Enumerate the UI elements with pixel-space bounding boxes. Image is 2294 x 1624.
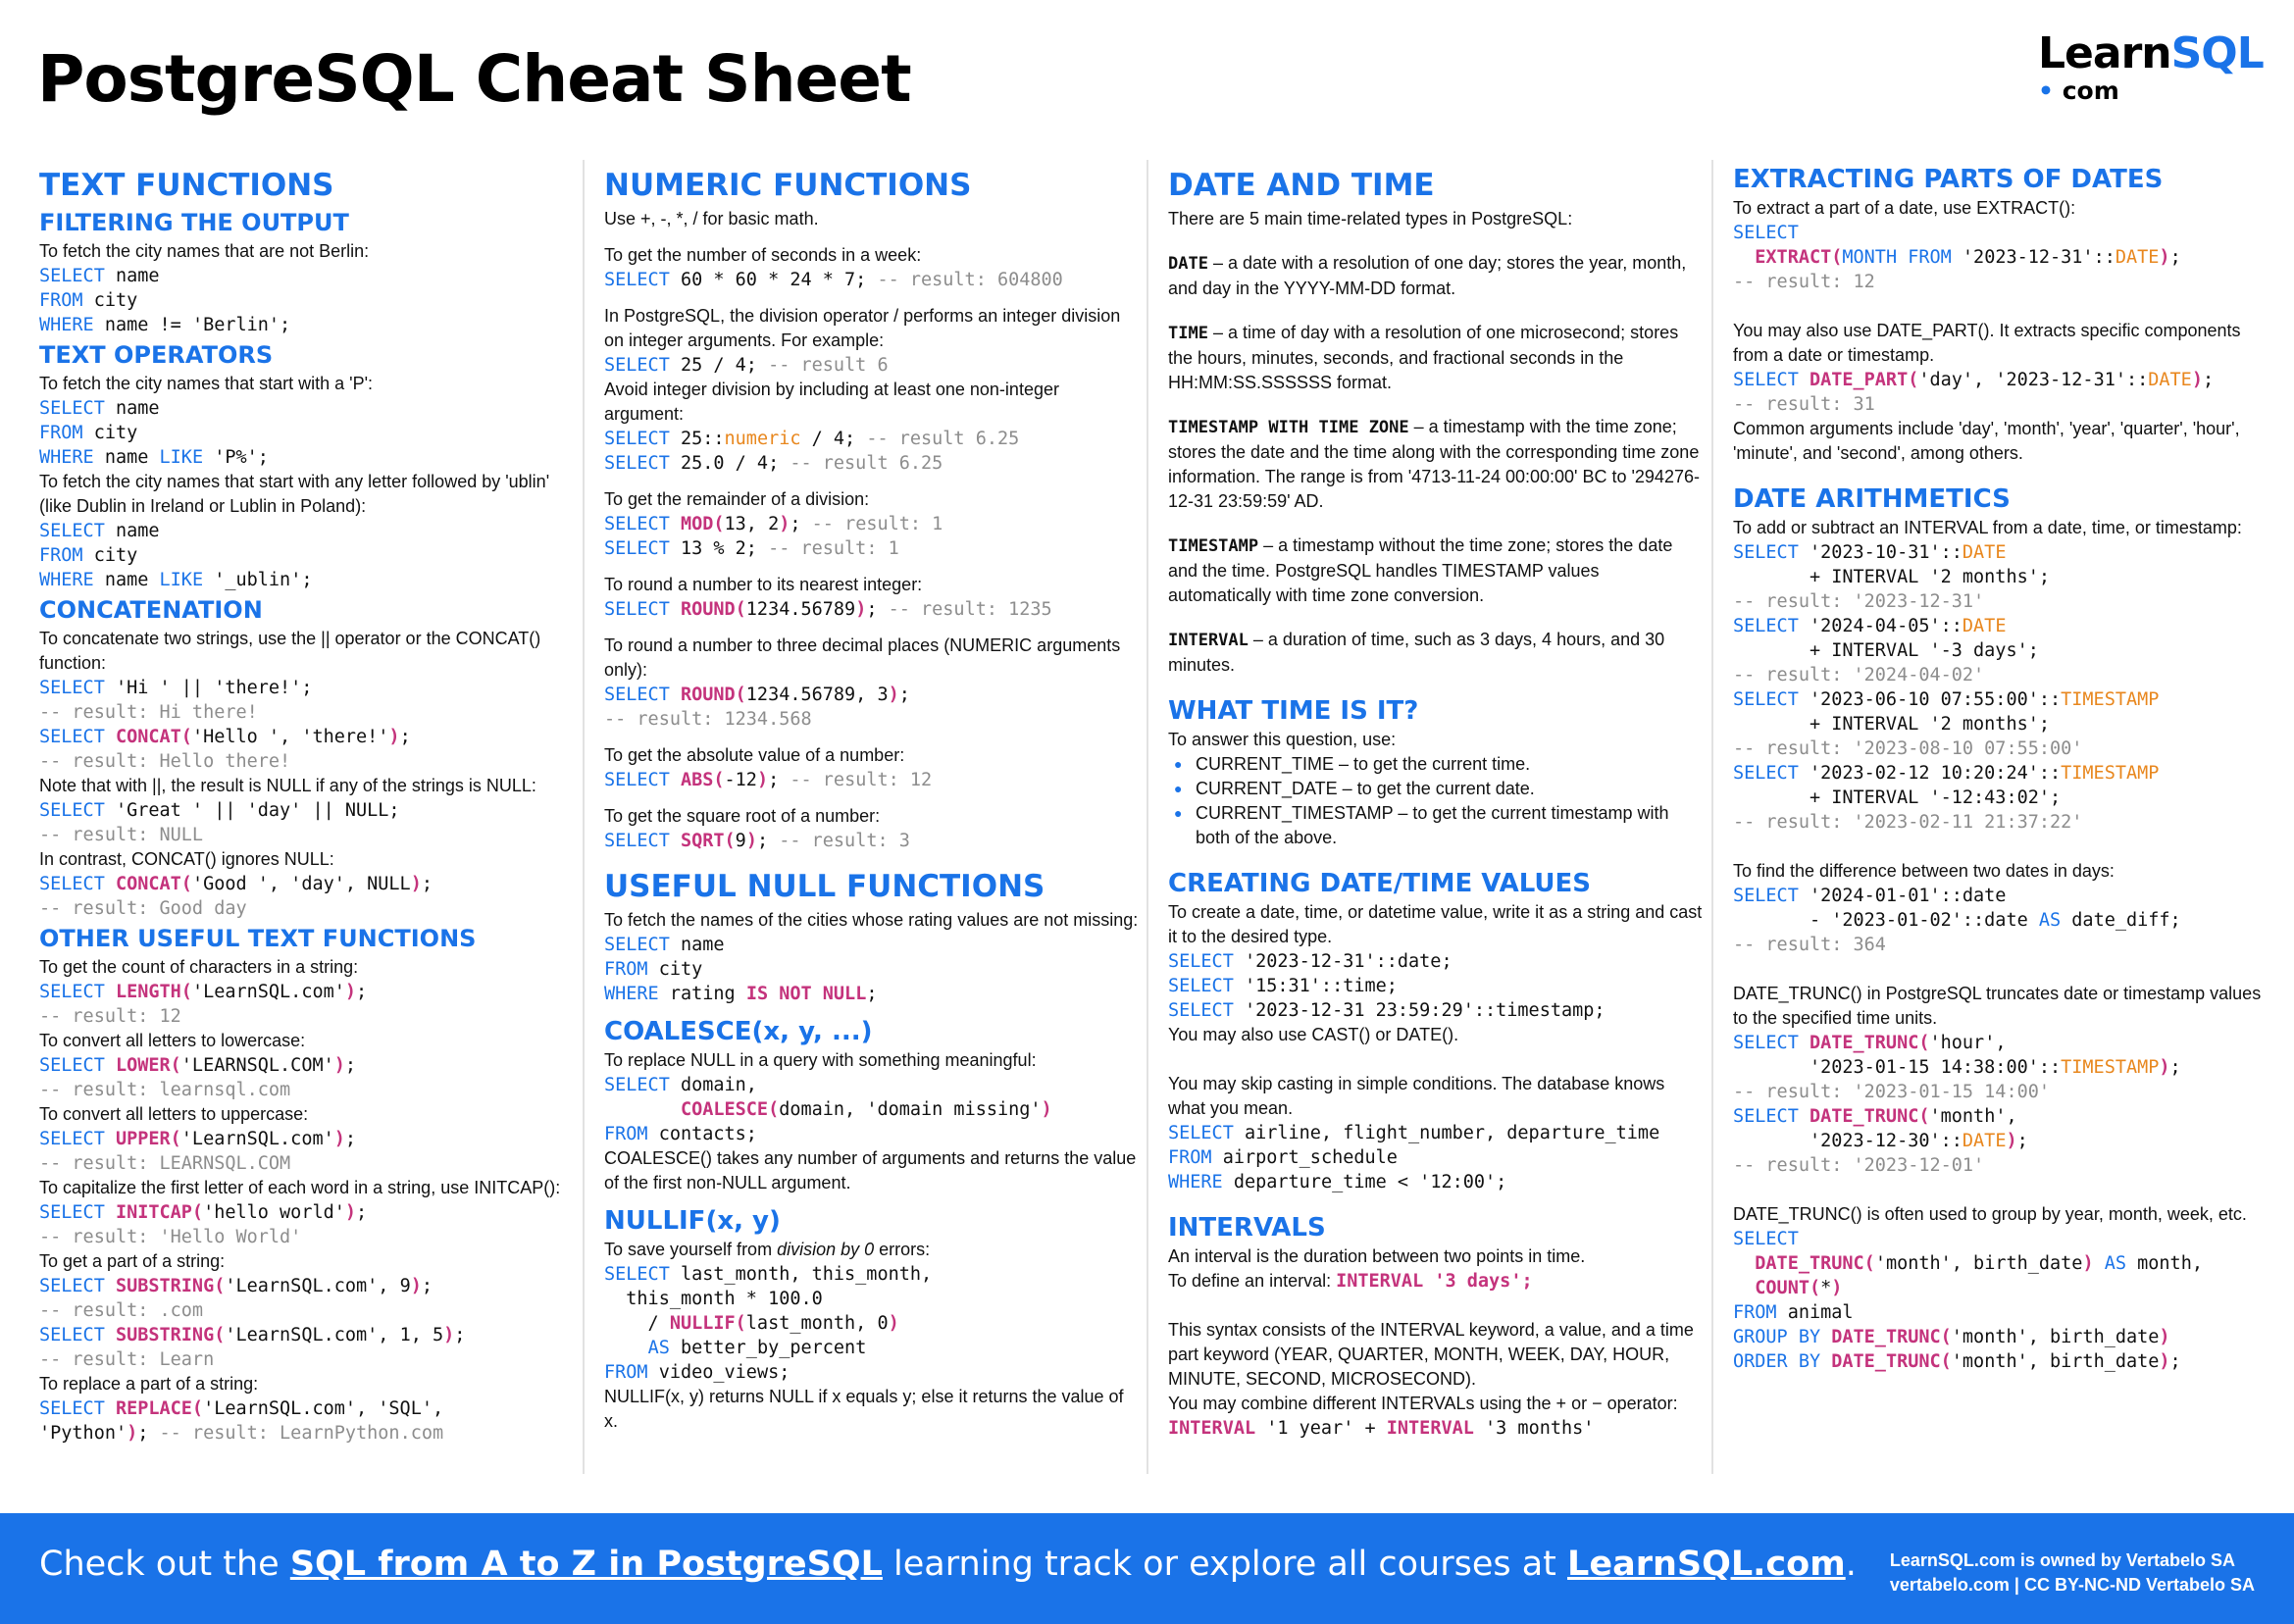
code-block: INTERVAL '1 year' + INTERVAL '3 months'	[1168, 1418, 1595, 1439]
subheading-nullif: NULLIF(x, y)	[604, 1206, 781, 1236]
description: To answer this question, use:	[1168, 730, 1397, 749]
description: To define an interval: INTERVAL '3 days';	[1168, 1271, 1533, 1292]
type-description-interval: INTERVAL – a duration of time, such as 3 days, 4 hours, and 30 minutes.	[1168, 630, 1665, 675]
description: Common arguments include 'day', 'month', 'year', 'quarter', 'hour', 'minute', and 'second', among others.	[1733, 419, 2240, 463]
section-heading-null-functions: USEFUL NULL FUNCTIONS	[604, 869, 1045, 904]
description: To fetch the city names that start with a 'P':	[39, 374, 374, 393]
code-block: SELECT name FROM city WHERE rating IS NOT NULL;	[604, 935, 878, 1004]
bullet-list	[1168, 752, 1703, 850]
description: There are 5 main time-related types in PostgreSQL:	[1168, 209, 1573, 228]
description: DATE_TRUNC() in PostgreSQL truncates date or timestamp values to the specified time units.	[1733, 984, 2262, 1028]
license-line: vertabelo.com | CC BY-NC-ND Vertabelo SA	[1889, 1575, 2255, 1595]
description: To get a part of a string:	[39, 1251, 226, 1271]
description: In PostgreSQL, the division operator / performs an integer division on integer arguments. For example:	[604, 306, 1121, 350]
column-divider	[1711, 160, 1713, 1474]
description: NULLIF(x, y) returns NULL if x equals y; else it returns the value of x.	[604, 1387, 1124, 1431]
learnsql-link[interactable]: LearnSQL.com	[1567, 1545, 1846, 1584]
code-block: SELECT name FROM city WHERE name != 'Berlin';	[39, 266, 291, 335]
logo-learn: Learn	[2038, 28, 2171, 78]
code-block: SELECT INITCAP('hello world'); -- result: 'Hello World'	[39, 1202, 368, 1247]
list-item: ● CURRENT_TIMESTAMP – to get the current timestamp with both of the above.	[1196, 801, 1703, 850]
section-heading-text-functions: TEXT FUNCTIONS	[39, 168, 334, 203]
subheading-what-time: WHAT TIME IS IT?	[1168, 696, 1419, 726]
code-block: SELECT last_month, this_month, this_month * 100.0 / NULLIF(last_month, 0) AS better_by_percent FROM video_views;	[604, 1264, 933, 1383]
code-block: SELECT DATE_TRUNC('hour', '2023-01-15 14:38:00'::TIMESTAMP); -- result: '2023-01-15 14:00' SELECT DATE_TRUNC('month', '2023-12-30'::DATE); -- result: '2023-12-01'	[1733, 1033, 2181, 1176]
description: You may combine different INTERVALs using the + or − operator:	[1168, 1394, 1678, 1413]
description: You may also use CAST() or DATE().	[1168, 1025, 1459, 1044]
type-description-date: DATE – a date with a resolution of one day; stores the year, month, and day in the YYYY-MM-DD format.	[1168, 253, 1687, 298]
code-block: SELECT SQRT(9); -- result: 3	[604, 831, 910, 851]
description: To extract a part of a date, use EXTRACT():	[1733, 198, 2076, 218]
subheading-intervals: INTERVALS	[1168, 1213, 1326, 1243]
code-block: SELECT DATE_PART('day', '2023-12-31'::DATE); -- result: 31	[1733, 370, 2215, 415]
page-title: PostgreSQL Cheat Sheet	[37, 41, 911, 117]
subheading-other-text-functions: OTHER USEFUL TEXT FUNCTIONS	[39, 925, 477, 952]
description: To convert all letters to uppercase:	[39, 1104, 309, 1124]
learnsql-logo[interactable]	[2038, 29, 2264, 108]
description: To find the difference between two dates in days:	[1733, 861, 2115, 881]
code-block: SELECT name FROM city WHERE name LIKE 'P%';	[39, 398, 269, 468]
column-divider	[583, 160, 585, 1474]
column-divider	[1147, 160, 1148, 1474]
list-item: ● CURRENT_TIME – to get the current time.	[1196, 752, 1703, 777]
logo-com: com	[2062, 76, 2119, 105]
code-block: SELECT REPLACE('LearnSQL.com', 'SQL', 'Python'); -- result: LearnPython.com	[39, 1398, 444, 1444]
description: To get the remainder of a division:	[604, 489, 870, 509]
list-item: ● CURRENT_DATE – to get the current date.	[1196, 777, 1703, 801]
code-block: SELECT EXTRACT(MONTH FROM '2023-12-31'::DATE); -- result: 12	[1733, 223, 2181, 292]
description: To get the absolute value of a number:	[604, 745, 905, 765]
description: An interval is the duration between two points in time.	[1168, 1246, 1586, 1266]
column-numeric-null	[604, 160, 1139, 1434]
subheading-creating-values: CREATING DATE/TIME VALUES	[1168, 869, 1592, 898]
footer-ownership	[1890, 1548, 2255, 1598]
description: You may skip casting in simple conditions. The database knows what you mean.	[1168, 1074, 1665, 1118]
code-block: SELECT ABS(-12); -- result: 12	[604, 770, 933, 790]
footer-message: Check out the SQL from A to Z in PostgreSQL learning track or explore all courses at LearnSQL.com.	[39, 1545, 1857, 1584]
code-block: SELECT airline, flight_number, departure_time FROM airport_schedule WHERE departure_time < '12:00';	[1168, 1123, 1660, 1193]
logo-dot: •	[2038, 76, 2054, 105]
description: This syntax consists of the INTERVAL keyword, a value, and a time part keyword (YEAR, QUARTER, MONTH, WEEK, DAY, HOUR, MINUTE, SECOND, MICROSECOND).	[1168, 1320, 1694, 1389]
type-description-time: TIME – a time of day with a resolution of one microsecond; stores the hours, minutes, seconds, and fractional seconds in the HH:MM:SS.SSSSSS format.	[1168, 323, 1679, 392]
code-block: SELECT ROUND(1234.56789); -- result: 1235	[604, 599, 1052, 620]
subheading-date-arithmetics: DATE ARITHMETICS	[1733, 484, 2011, 514]
footer-banner	[0, 1513, 2294, 1624]
description: To get the number of seconds in a week:	[604, 245, 922, 265]
code-block: SELECT CONCAT('Good ', 'day', NULL); -- result: Good day	[39, 874, 433, 919]
description: DATE_TRUNC() is often used to group by year, month, week, etc.	[1733, 1204, 2247, 1224]
description: To add or subtract an INTERVAL from a date, time, or timestamp:	[1733, 518, 2242, 537]
code-block: SELECT 25 / 4; -- result 6	[604, 355, 889, 376]
type-description-timestamp: TIMESTAMP – a timestamp without the time zone; stores the date and the time. PostgreSQL handles TIMESTAMP values automatically with time zone conversion.	[1168, 535, 1673, 605]
description: Note that with ||, the result is NULL if any of the strings is NULL:	[39, 776, 536, 795]
code-block: SELECT UPPER('LearnSQL.com'); -- result: LEARNSQL.COM	[39, 1129, 357, 1174]
description: You may also use DATE_PART(). It extracts specific components from a date or timestamp.	[1733, 321, 2241, 365]
code-block: SELECT 'Great ' || 'day' || NULL; -- result: NULL	[39, 800, 400, 845]
code-block: SELECT 60 * 60 * 24 * 7; -- result: 604800	[604, 270, 1063, 290]
description: To round a number to its nearest integer:	[604, 575, 923, 594]
type-description-timestamptz: TIMESTAMP WITH TIME ZONE – a timestamp with the time zone; stores the date and the time along with the corresponding time zone information. The range is from '4713-11-24 00:00:00' BC to '294276-12-31 23:59:59' AD.	[1168, 417, 1700, 511]
description: To save yourself from division by 0 errors:	[604, 1240, 931, 1259]
logo-sql: SQL	[2170, 28, 2264, 78]
code-block: SELECT DATE_TRUNC('month', birth_date) AS month, COUNT(*) FROM animal GROUP BY DATE_TRUNC('month', birth_date) ORDER BY DATE_TRUNC('month', birth_date);	[1733, 1229, 2203, 1372]
subheading-extracting: EXTRACTING PARTS OF DATES	[1733, 165, 2164, 194]
description: To fetch the city names that are not Berlin:	[39, 241, 370, 261]
subheading-text-operators: TEXT OPERATORS	[39, 341, 274, 369]
code-block: SELECT '2023-10-31'::DATE + INTERVAL '2 months'; -- result: '2023-12-31' SELECT '2024-04-05'::DATE + INTERVAL '-3 days'; -- result: '2024-04-02' SELECT '2023-06-10 07:55:00'::TIMESTAMP + INTERVAL '2 months'; -- result: '2023-08-10 07:55:00' SELECT '2023-02-12 10:20:24'::TIMESTAMP + INTERVAL '-12:43:02'; -- result: '2023-02-11 21:37:22'	[1733, 542, 2160, 833]
description: To replace NULL in a query with something meaningful:	[604, 1050, 1037, 1070]
code-block: SELECT name FROM city WHERE name LIKE '_ublin';	[39, 521, 313, 590]
description: To fetch the names of the cities whose rating values are not missing:	[604, 910, 1139, 930]
description: To concatenate two strings, use the || operator or the CONCAT() function:	[39, 629, 541, 673]
column-date-time	[1168, 160, 1703, 1441]
description: To replace a part of a string:	[39, 1374, 259, 1394]
code-block: SELECT 25::numeric / 4; -- result 6.25 SELECT 25.0 / 4; -- result 6.25	[604, 429, 1020, 474]
code-block: SELECT '2024-01-01'::date - '2023-01-02'::date AS date_diff; -- result: 364	[1733, 886, 2181, 955]
description: COALESCE() takes any number of arguments and returns the value of the first non-NULL argument.	[604, 1148, 1137, 1193]
section-heading-date-time: DATE AND TIME	[1168, 168, 1435, 203]
code-block: SELECT SUBSTRING('LearnSQL.com', 9); -- result: .com SELECT SUBSTRING('LearnSQL.com', 1, 5); -- result: Learn	[39, 1276, 466, 1370]
code-block: SELECT 'Hi ' || 'there!'; -- result: Hi there! SELECT CONCAT('Hello ', 'there!'); -- result: Hello there!	[39, 678, 411, 772]
description: To capitalize the first letter of each word in a string, use INITCAP():	[39, 1178, 561, 1197]
description: To convert all letters to lowercase:	[39, 1031, 306, 1050]
description: To get the count of characters in a string:	[39, 957, 359, 977]
description: To get the square root of a number:	[604, 806, 881, 826]
subheading-coalesce: COALESCE(x, y, ...)	[604, 1017, 873, 1046]
sql-a-to-z-link[interactable]: SQL from A to Z in PostgreSQL	[289, 1545, 883, 1584]
section-heading-numeric-functions: NUMERIC FUNCTIONS	[604, 168, 972, 203]
subheading-concatenation: CONCATENATION	[39, 596, 263, 624]
code-block: SELECT LOWER('LEARNSQL.COM'); -- result: learnsql.com	[39, 1055, 357, 1100]
subheading-filtering: FILTERING THE OUTPUT	[39, 209, 349, 236]
code-block: SELECT '2023-12-31'::date; SELECT '15:31'::time; SELECT '2023-12-31 23:59:29'::timestamp;	[1168, 951, 1606, 1021]
description: To create a date, time, or datetime value, write it as a string and cast it to the desired type.	[1168, 902, 1703, 946]
owner-line: LearnSQL.com is owned by Vertabelo SA	[1889, 1550, 2235, 1570]
code-block: SELECT LENGTH('LearnSQL.com'); -- result: 12	[39, 982, 368, 1027]
description: To round a number to three decimal places (NUMERIC arguments only):	[604, 635, 1121, 680]
description: To fetch the city names that start with any letter followed by 'ublin' (like Dublin in Ireland or Lublin in Poland):	[39, 472, 550, 516]
code-block: SELECT MOD(13, 2); -- result: 1 SELECT 13 % 2; -- result: 1	[604, 514, 943, 559]
description: Use +, -, *, / for basic math.	[604, 209, 819, 228]
code-block: SELECT ROUND(1234.56789, 3); -- result: 1234.568	[604, 685, 910, 730]
column-extract-arithmetic	[1733, 160, 2272, 1374]
code-block: SELECT domain, COALESCE(domain, 'domain missing') FROM contacts;	[604, 1075, 1052, 1144]
column-text-functions	[39, 160, 574, 1446]
description: In contrast, CONCAT() ignores NULL:	[39, 849, 334, 869]
description: Avoid integer division by including at least one non-integer argument:	[604, 380, 1059, 424]
